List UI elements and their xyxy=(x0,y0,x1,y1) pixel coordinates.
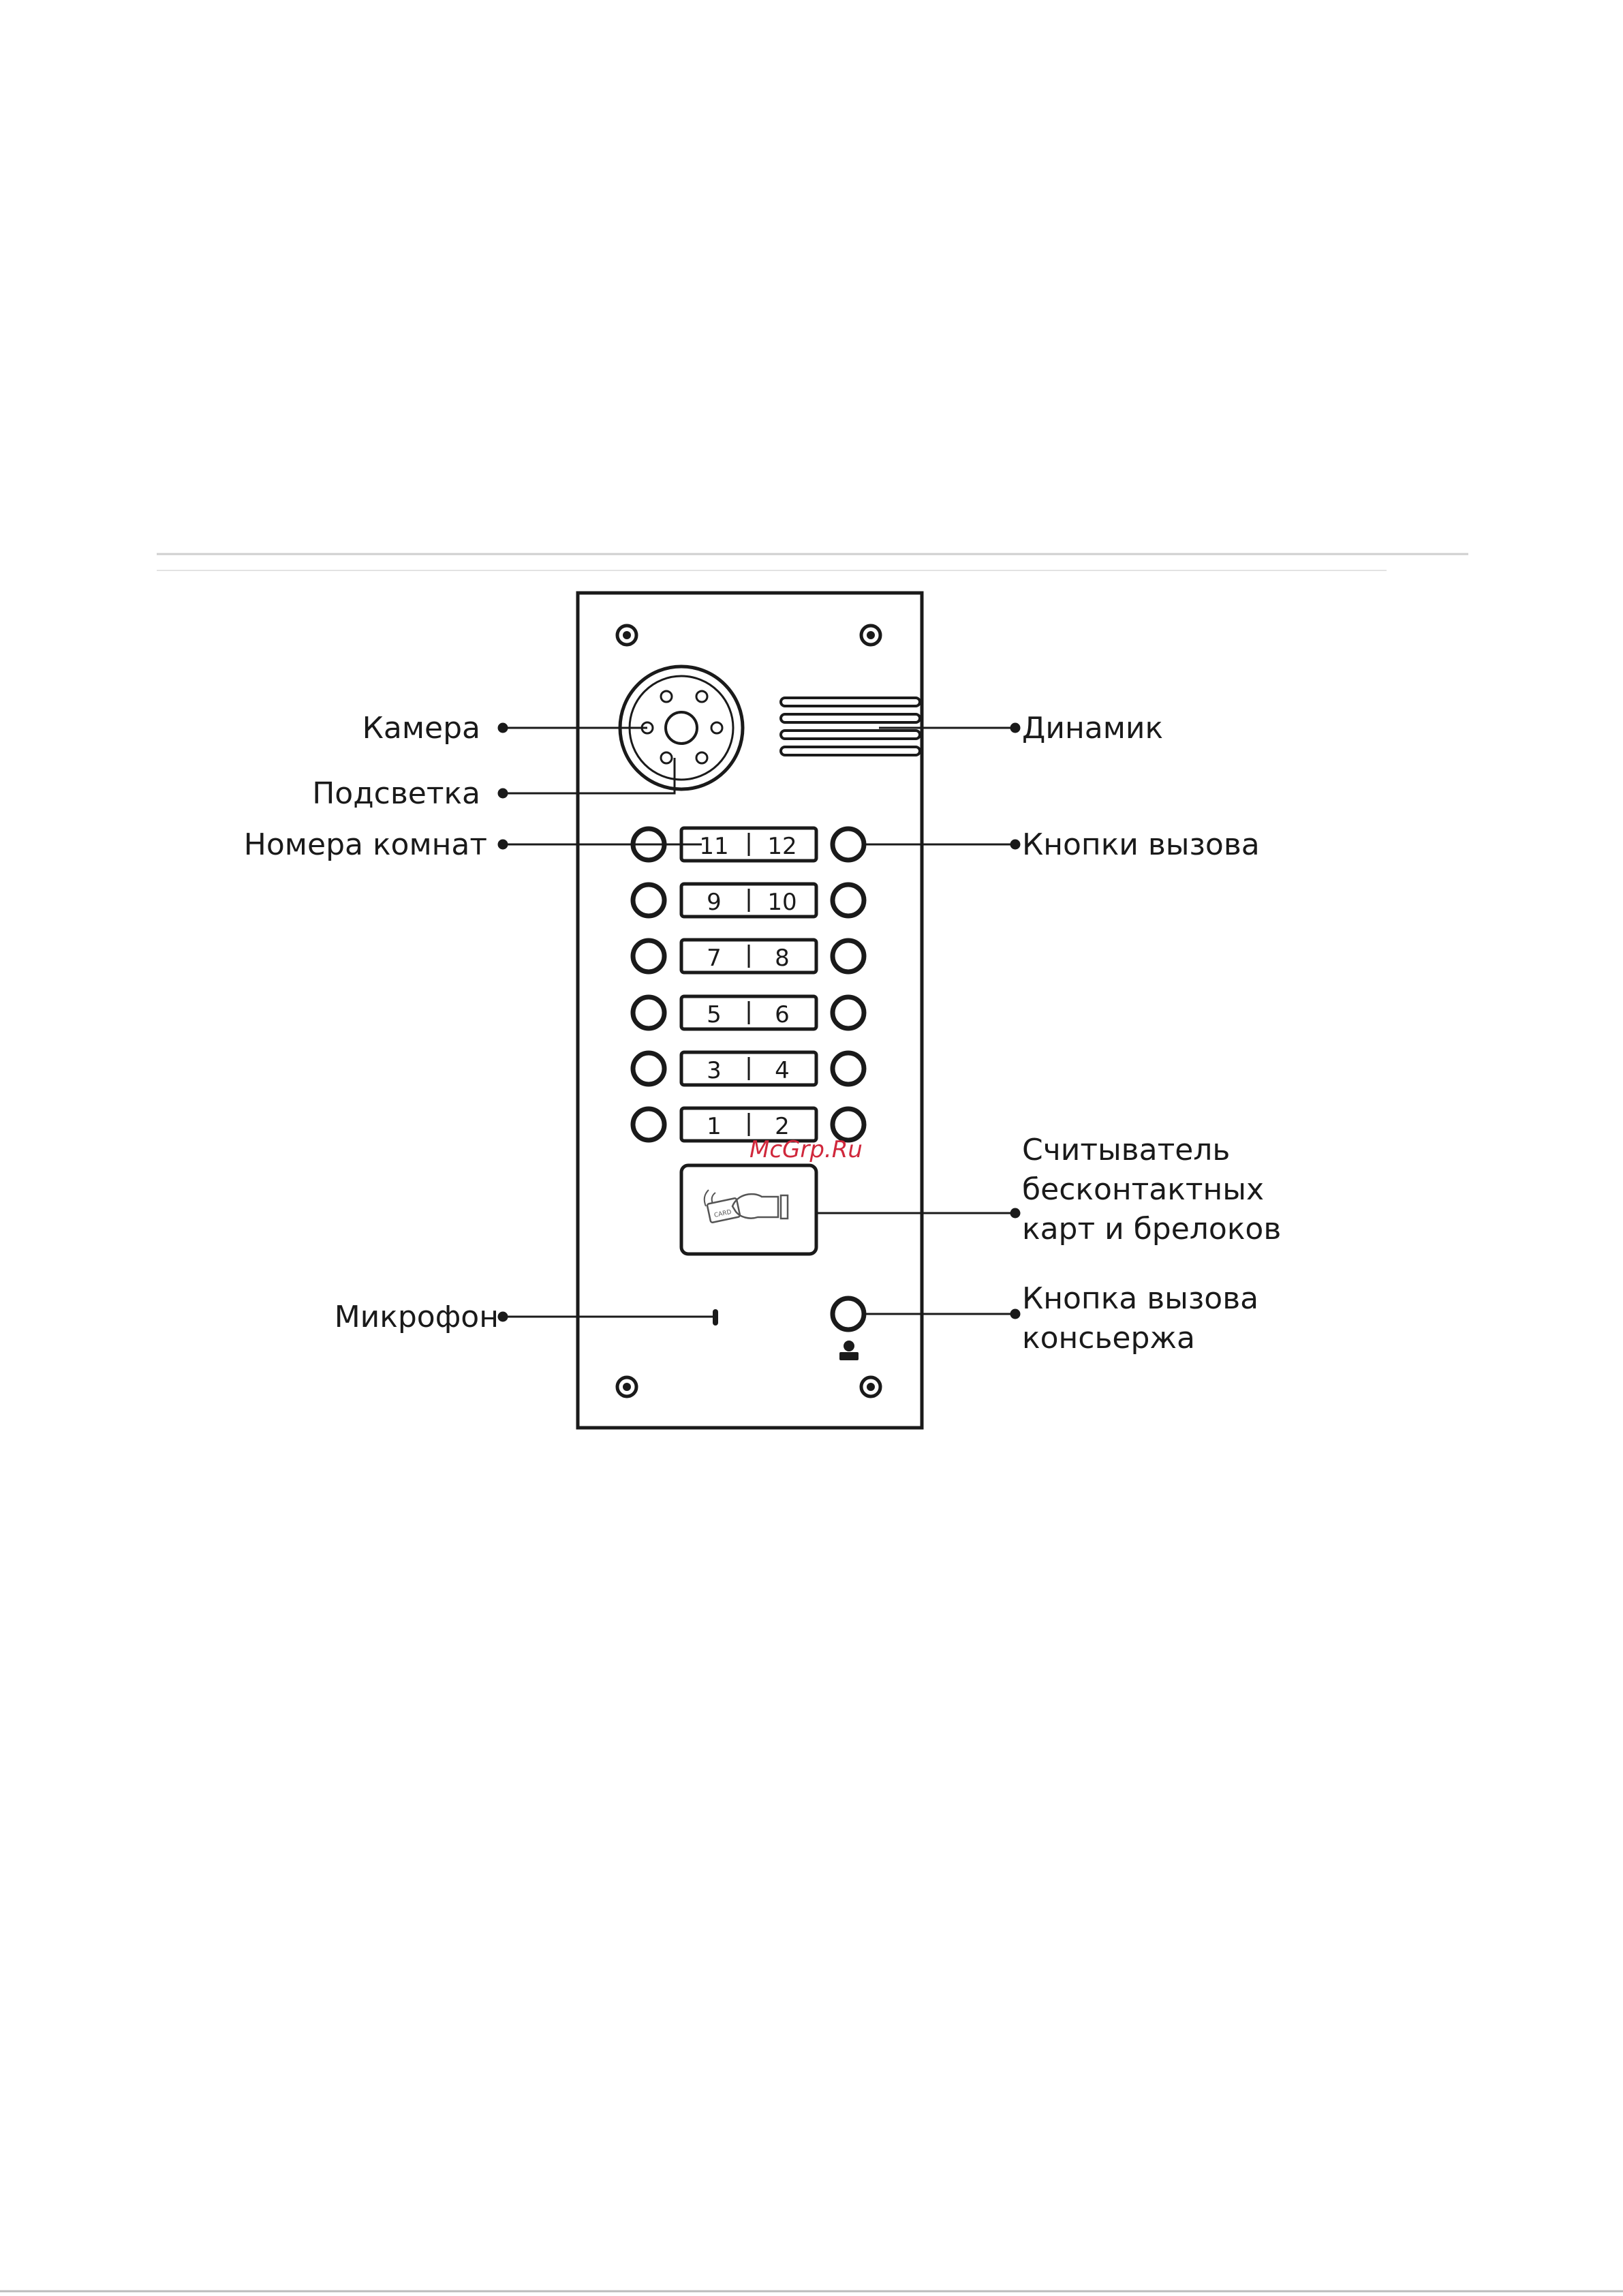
room-number-right: 10 xyxy=(767,889,797,916)
card-label: CARD xyxy=(713,1208,732,1219)
microphone-icon xyxy=(713,1309,718,1326)
room-number-right: 12 xyxy=(767,833,797,860)
room-number-left: 7 xyxy=(707,945,722,972)
label-microphone: Микрофон xyxy=(334,1300,499,1334)
room-number-right: 6 xyxy=(775,1001,790,1028)
label-speaker: Динамик xyxy=(1022,711,1164,746)
label-concierge-line1: Кнопка вызова xyxy=(1022,1281,1259,1316)
label-camera: Камера xyxy=(362,711,480,746)
room-number-left: 9 xyxy=(707,889,722,916)
room-number-left: 11 xyxy=(699,833,729,860)
room-number-right: 2 xyxy=(775,1113,790,1140)
room-number-left: 3 xyxy=(707,1057,722,1084)
room-number-right: 8 xyxy=(775,945,790,972)
label-reader-line1: Считыватель xyxy=(1022,1133,1231,1167)
label-reader-line2: бесконтактных xyxy=(1022,1172,1265,1207)
room-number-right: 4 xyxy=(775,1057,790,1084)
label-call-buttons: Кнопки вызова xyxy=(1022,827,1260,862)
watermark-text: McGrp.Ru xyxy=(749,1136,863,1163)
label-room-numbers: Номера комнат xyxy=(243,827,487,862)
label-backlight: Подсветка xyxy=(312,776,480,811)
room-number-left: 1 xyxy=(707,1113,722,1140)
label-reader-line3: карт и брелоков xyxy=(1022,1212,1282,1246)
label-concierge-line2: консьержа xyxy=(1022,1321,1195,1356)
room-number-left: 5 xyxy=(707,1001,722,1028)
